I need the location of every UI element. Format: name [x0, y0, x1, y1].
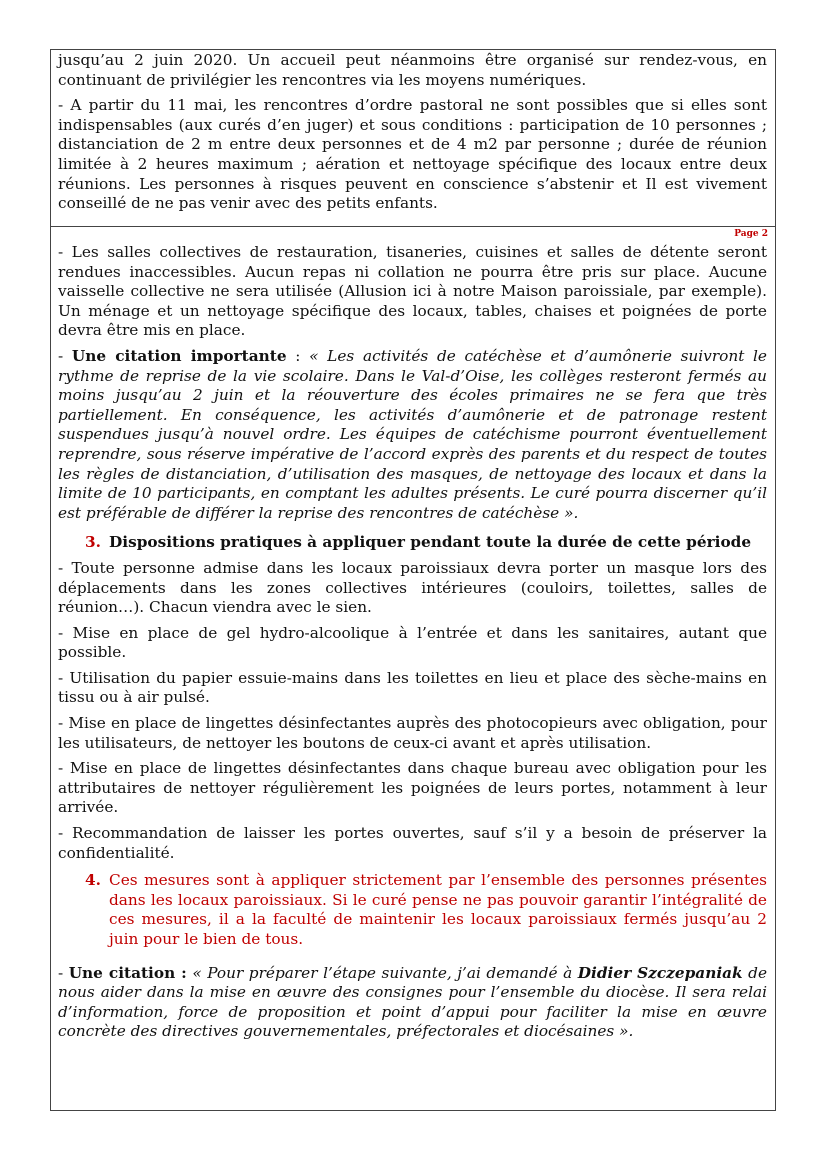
citation2-person-name: Didier Szczepaniak — [577, 963, 743, 982]
page-2-section — [58, 243, 767, 1042]
section-4-text: Ces mesures sont à appliquer strictement par l’ensemble des personnes présentes dans les locaux paroissiaux. Si le curé pense ne pas pouvoir garantir l’intégralité de ces mesures, il a la faculté de maintenir les locaux paroissiaux fermés jusqu’au 2 juin pour le bien de tous. — [109, 871, 767, 948]
section-4-number: 4. — [85, 871, 101, 890]
second-citation-paragraph — [58, 964, 767, 1042]
previous-page-section — [58, 51, 767, 214]
pastoral-meetings-paragraph: - A partir du 11 mai, les rencontres d’ordre pastoral ne sont possibles que si elles sont indispensables (aux curés d’en juger) et sous conditions : participation de 10 personnes ; distanciation de 2 m entre deux personnes et de 4 m2 par personne ; durée de réunion limitée à 2 heures maximum ; aération et nettoyage spécifique des locaux entre deux réunions. Les personnes à risques peuvent en conscience s’abstenir et Il est vivement conseillé de ne pas venir avec des petits enfants. — [58, 96, 767, 213]
citation2-dash: - — [58, 963, 69, 982]
citation-quote: « Les activités de catéchèse et d’aumônerie suivront le rythme de reprise de la vie scolaire. Dans le Val-d’Oise, les collèges resteront fermés au moins jusqu’au 2 juin et la réouverture des écoles primaires ne se fera que très partiellement. En conséquence, les activités d’aumônerie et de patronage restent suspendues jusqu’à nouvel ordre. Les équipes de catéchisme pourront éventuellement reprendre, sous réserve impérative de l’accord exprès des parents et du respect de toutes les règles de distanciation, d’utilisation des masques, de nettoyage des locaux et dans la limite de 10 participants, en comptant les adultes présents. Le curé pourra discerner qu’il est préférable de différer la reprise des rencontres de catéchèse ». — [58, 346, 767, 522]
citation2-label: Une citation : — [68, 963, 187, 982]
page-divider — [51, 226, 775, 227]
list-item: - Mise en place de gel hydro-alcoolique à l’entrée et dans les sanitaires, autant que possible. — [58, 623, 767, 662]
section-4-heading — [58, 871, 767, 949]
page-number-label: Page 2 — [734, 229, 768, 239]
list-item: - Mise en place de lingettes désinfectantes auprès des photocopieurs avec obligation, pour les utilisateurs, de nettoyer les boutons de ceux-ci avant et après utilisation. — [58, 714, 767, 752]
citation-separator: : — [286, 346, 310, 365]
list-item: - Utilisation du papier essuie-mains dans les toilettes en lieu et place des sèche-mains en tissu ou à air pulsé. — [58, 668, 767, 707]
intro-paragraph: jusqu’au 2 juin 2020. Un accueil peut néanmoins être organisé sur rendez-vous, en continuant de privilégier les rencontres via les moyens numériques. — [58, 51, 767, 89]
citation-label: Une citation importante — [71, 346, 287, 365]
collective-rooms-paragraph: - Les salles collectives de restauration, tisaneries, cuisines et salles de détente seront rendues inaccessibles. Aucun repas ni collation ne pourra être pris sur place. Aucune vaisselle collective ne sera utilisée (Allusion ici à notre Maison paroissiale, par exemple). Un ménage et un nettoyage spécifique des locaux, tables, chaises et poignées de porte devra être mis en place. — [58, 243, 767, 340]
section-3-heading — [58, 533, 767, 553]
section-3-title: Dispositions pratiques à appliquer pendant toute la durée de cette période — [109, 533, 752, 552]
list-item: - Toute personne admise dans les locaux paroissiaux devra porter un masque lors des déplacements dans les zones collectives intérieures (couloirs, toilettes, salles de réunion…). Chacun viendra avec le sien. — [58, 558, 767, 617]
page-frame — [50, 49, 776, 1111]
important-citation-paragraph — [58, 347, 767, 523]
section-3-number: 3. — [85, 533, 101, 552]
list-item: - Mise en place de lingettes désinfectantes dans chaque bureau avec obligation pour les attributaires de nettoyer régulièrement les poignées de leurs portes, notamment à leur arrivée. — [58, 759, 767, 817]
list-item: - Recommandation de laisser les portes ouvertes, sauf s’il y a besoin de préserver la confidentialité. — [58, 824, 767, 862]
citation2-quote-start: « Pour préparer l’étape suivante, j’ai demandé à — [186, 963, 578, 982]
citation-dash: - — [58, 346, 72, 365]
citation2-quote-end: de nous aider dans la mise en œuvre des consignes pour l’ensemble du diocèse. Il sera relai d’information, force de proposition et point d’appui pour faciliter la mise en œuvre concrète des directives gouvernementales, préfectorales et diocésaines ». — [58, 963, 768, 1041]
